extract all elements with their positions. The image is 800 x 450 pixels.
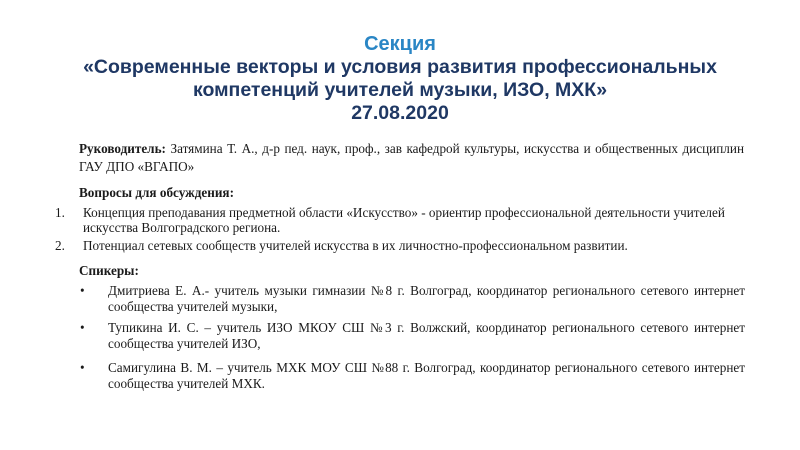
question-text: Потенциал сетевых сообществ учителей искусства в их личностно-профессиональном развитии. xyxy=(83,238,628,253)
section-name-line-2: компетенций учителей музыки, ИЗО, МХК» xyxy=(192,79,608,101)
questions-label: Вопросы для обсуждения: xyxy=(79,185,234,200)
question-text: Концепция преподавания предметной области «Искусство» - ориентир профессиональной деятельности учителей искусства Волгоградского региона. xyxy=(83,205,725,235)
bullet-icon: • xyxy=(80,360,85,375)
question-item-2 xyxy=(55,238,745,253)
question-number: 1. xyxy=(55,205,65,220)
speaker-item-3 xyxy=(80,360,745,392)
slide-title xyxy=(40,32,760,125)
speaker-item-2 xyxy=(80,320,745,352)
speakers-label: Спикеры: xyxy=(79,263,139,278)
section-heading: Секция xyxy=(364,33,436,55)
speaker-text: Самигулина В. М. – учитель МХК МОУ СШ №88 г. Волгоград, координатор регионального сетевого интернет сообщества учителей МХК. xyxy=(108,360,745,391)
section-name-line-1: «Современные векторы и условия развития профессиональных xyxy=(83,56,717,78)
bullet-icon: • xyxy=(80,283,85,298)
question-number: 2. xyxy=(55,238,65,253)
leader-text: Затямина Т. А., д-р пед. наук, проф., зав кафедрой культуры, искусства и общественных дисциплин ГАУ ДПО «ВГАПО» xyxy=(79,141,744,174)
section-date: 27.08.2020 xyxy=(351,102,449,124)
leader-paragraph xyxy=(79,140,744,175)
speaker-item-1 xyxy=(80,283,745,315)
question-item-1 xyxy=(55,205,745,235)
speaker-text: Тупикина И. С. – учитель ИЗО МКОУ СШ №3 г. Волжский, координатор регионального сетевого интернет сообщества учителей ИЗО, xyxy=(108,320,745,351)
leader-label: Руководитель: xyxy=(79,141,166,156)
bullet-icon: • xyxy=(80,320,85,335)
speaker-text: Дмитриева Е. А.- учитель музыки гимназии №8 г. Волгоград, координатор регионального сетевого интернет сообщества учителей музыки, xyxy=(108,283,745,314)
